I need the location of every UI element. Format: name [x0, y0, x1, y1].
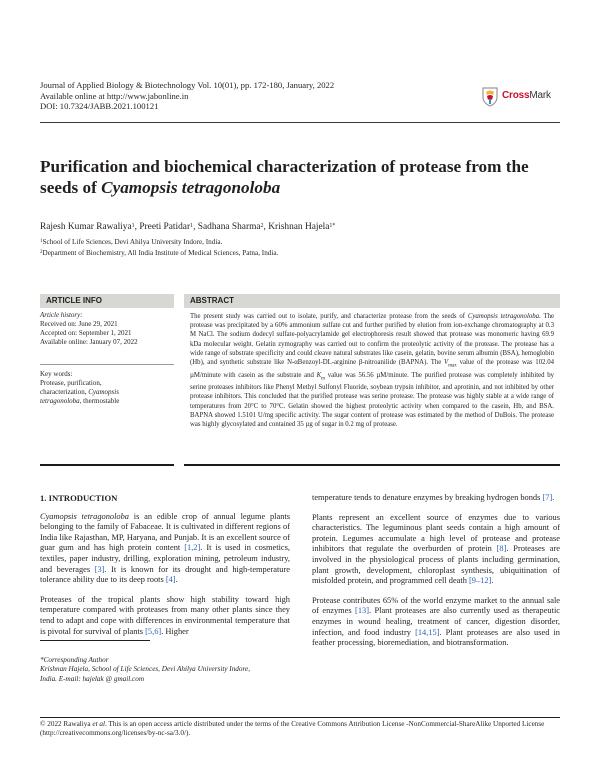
article-info-heading: ARTICLE INFO: [40, 294, 174, 308]
author: Rajesh Kumar Rawaliya$^1$: [40, 222, 135, 232]
crossmark-badge[interactable]: [480, 84, 552, 110]
citation-link[interactable]: [1,2]: [184, 543, 201, 553]
article-info-panel: [40, 294, 174, 308]
license-text: © 2022 Rawaliya et al. This is an open access article distributed under the terms of the Creative Commons Attribution License -NonCommercial-ShareAlike Unported License (http://creativecommons.org/licenses/by-nc-sa/3.0/).: [40, 720, 545, 738]
affiliation: $^2$Department of Biochemistry, All India Institute of Medical Sciences, Patna, India.: [40, 248, 279, 257]
citation-link[interactable]: [8]: [496, 544, 507, 554]
body-column-left: [40, 493, 290, 646]
citation-link[interactable]: [13]: [355, 606, 369, 616]
doi[interactable]: DOI: 10.7324/JABB.2021.100121: [40, 101, 159, 112]
citation-link[interactable]: [4]: [165, 575, 176, 585]
author-list: Rajesh Kumar Rawaliya$^1$, Preeti Patidar$^1$, Sadhana Sharma$^2$, Krishnan Hajela$^{1*}$: [40, 222, 336, 232]
corresponding-author: [40, 656, 290, 684]
abstract-text: The present study was carried out to isolate, purify, and characterize protease from the seeds of Cyamopsis tetragonoloba. The protease was precipitated by a 60% ammonium sulfate cut and further purified by elution from ion-exchange chromatography at 0.3 M NaCl. The sodium dodecyl sulfate-polyacrylamide gel electrophoresis result showed that protease was monomeric having 69.9 kDa molecular weight. Gelatin zymography was carried out to confirm the proteolytic activity of the protease. The protease has a wide range of substrate specificity and could cleave natural substrates like casein, gelatin, bovine serum albumin (BSA), hemoglobin (Hb), and synthetic substrate like N-αBenzoyl-DL-arginine β-nitroanilide (BAPNA). The $V_{max}$ value of the protease was 102.04 µM/minute with casein as the substrate and $K_m$ value was 56.56 µM/minute. The purified protease was completely inhibited by serine proteases inhibitors like Phenyl Methyl Sulfonyl Fluoride, soybean trypsin inhibitor, and aprotinin, and not inhibited by other protease inhibitors. This concluded that the purified protease was serine protease. The protease was highly stable at a wide range of temperatures from 20°C to 70°C. Gelatin showed the highest proteolytic activity when compared to the casein, Hb, and BSA. BAPNA showed 1.5101 U/mg specific activity. The sugar content of protease was estimated by the method of DuBois. The protease was highly glycosylated and contained 35 µg of sugar in 0.2 mg of protease.: [190, 313, 555, 428]
available-date: Available online: January 07, 2022: [40, 338, 138, 346]
keywords-line-3: tetragonoloba, thermostable: [40, 397, 120, 405]
available-prefix: Available online at: [40, 90, 107, 101]
title-line-1: Purification and biochemical characterization of protease from the: [40, 157, 529, 176]
crossmark-label: CrossMark: [502, 90, 551, 101]
info-bottom-rule: [40, 464, 174, 466]
citation-link[interactable]: [9–12]: [468, 576, 492, 586]
paragraph: Protease contributes 65% of the world enzyme market to the annual sale of enzymes [13]. Plant proteases are also currently used as therapeutic enzymes in wound healing, treatment of cancer, digestion disorder, infection, and food industry [14,15]. Plant proteases are also used in feather processing, bioremediation, and biotransformation.: [312, 595, 560, 648]
body-column-right: [312, 493, 560, 658]
journal-header: [40, 80, 440, 112]
affiliations: [40, 237, 560, 258]
author: Sadhana Sharma$^2$: [197, 222, 264, 232]
crossmark-icon: [480, 86, 500, 108]
footnote-divider: [40, 640, 150, 641]
title-line-2-prefix: seeds of: [40, 178, 102, 197]
title-species: Cyamopsis tetragonoloba: [101, 178, 281, 197]
affiliation: $^1$School of Life Sciences, Devi Ahilya University Indore, India.: [40, 238, 223, 246]
abstract-bottom-rule: [184, 464, 560, 466]
license-divider: [40, 717, 560, 718]
footnote-line-2[interactable]: India. E-mail: hajelak @ gmail.com: [40, 674, 145, 683]
journal-line: Journal of Applied Biology & Biotechnology Vol. 10(01), pp. 172-180, January, 2022: [40, 80, 335, 90]
keywords: [40, 370, 174, 406]
info-divider: [40, 364, 174, 365]
accepted-date: Accepted on: September 1, 2021: [40, 329, 132, 337]
citation-link[interactable]: [14,15]: [415, 627, 440, 637]
header-divider: [40, 122, 560, 123]
paragraph: temperature tends to denature enzymes by breaking hydrogen bonds [7].: [312, 493, 555, 502]
keywords-label: Key words:: [40, 370, 73, 378]
paragraph: Plants represent an excellent source of enzymes due to various characteristics. The leguminous plant seeds contain a high amount of protein. Legumes accumulate a high level of protease and protease inhibitors that regulate the overburden of protein [8]. Proteases are involved in the physiological process of plants including germination, plant growth, development, chloroplast synthesis, ubiquitination of misfolded protein, and programmed cell death [9–12].: [312, 512, 561, 586]
keywords-line-2: characterization, Cyamopsis: [40, 388, 119, 396]
history-label: Article history:: [40, 311, 83, 319]
paragraph: Proteases of the tropical plants show high stability toward high temperature compared with proteases from many other plants since they tend to adapt and cope with differences in environmental temperature that is pivotal for survival of plants [5,6]. Higher: [40, 594, 290, 636]
abstract-heading: ABSTRACT: [184, 294, 560, 308]
keywords-line-1: Protease, purification,: [40, 379, 102, 387]
footnote-line-1: Krishnan Hajela, School of Life Sciences, Devi Ahilya University Indore,: [40, 665, 250, 674]
citation-link[interactable]: [7]: [542, 493, 553, 502]
paper-title: [40, 156, 560, 198]
author: Krishnan Hajela$^{1*}$: [268, 222, 336, 232]
received-date: Received on: June 29, 2021: [40, 320, 118, 328]
article-history: [40, 311, 174, 347]
author: Preeti Patidar$^1$: [139, 222, 194, 232]
available-online: [40, 91, 440, 102]
journal-link[interactable]: http://www.jabonline.in: [106, 90, 189, 101]
paragraph: Cyamopsis tetragonoloba is an edible crop of annual legume plants belonging to the family of Fabaceae. It is cultivated in different regions of India like Rajasthan, MP, Haryana, and Punjab. It is an excellent source of guar gum and has high protein content [1,2]. It is used in cosmetics, textiles, paper industry, drilling, exploration mining, petroleum industry, and beverages [3]. It is known for its drought and high-temperature tolerance ability due to its deep roots [4].: [40, 511, 290, 585]
section-heading: 1. INTRODUCTION: [40, 493, 118, 503]
abstract-panel: [184, 294, 560, 308]
citation-link[interactable]: [3]: [94, 564, 105, 574]
citation-link[interactable]: [5,6]: [145, 626, 162, 636]
footnote-label: *Corresponding Author: [40, 656, 109, 664]
